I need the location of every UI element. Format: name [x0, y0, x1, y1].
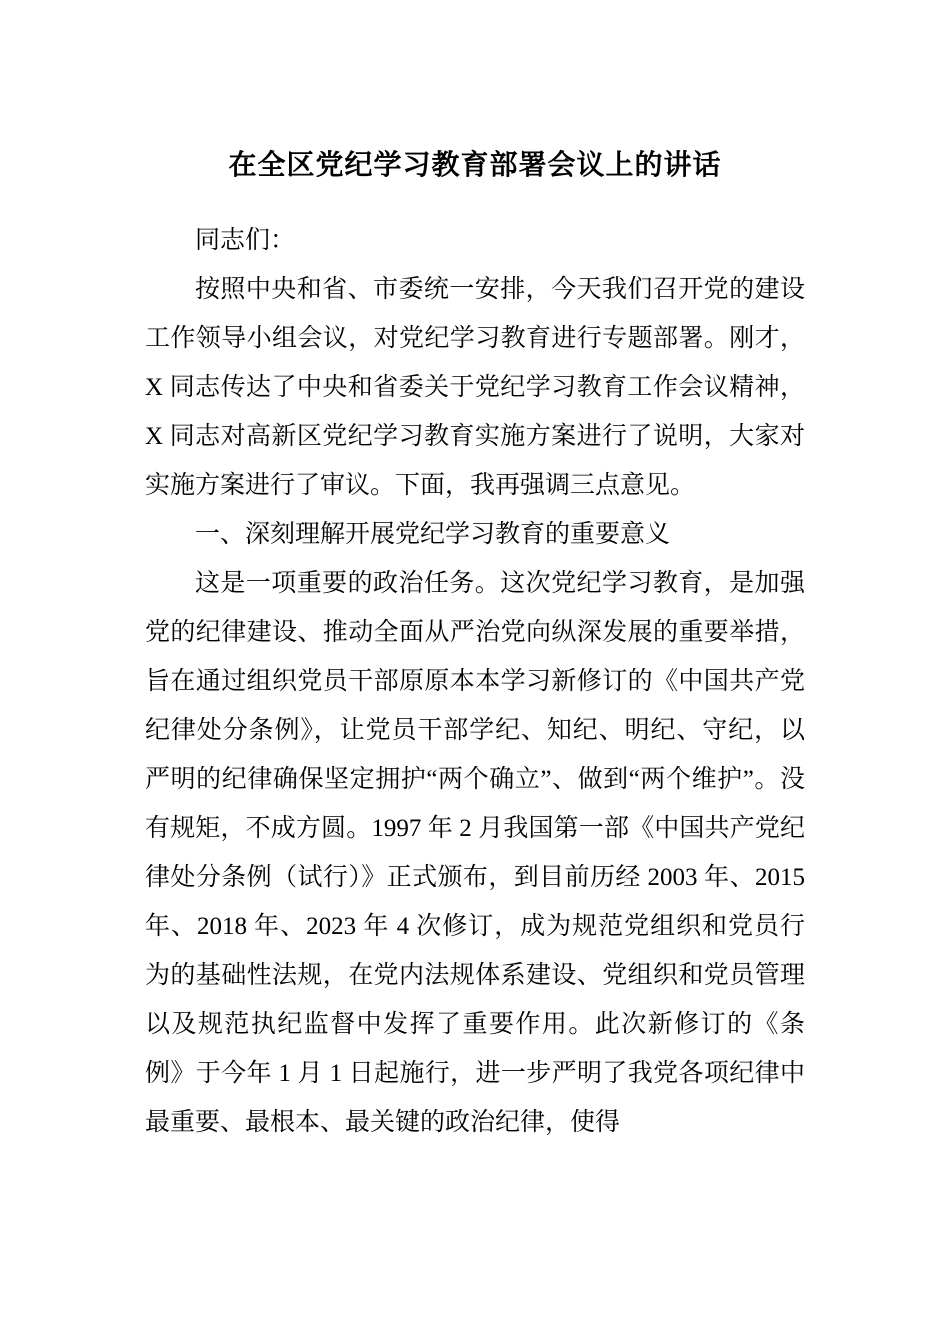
- paragraph-section-1-body: 这是一项重要的政治任务。这次党纪学习教育，是加强党的纪律建设、推动全面从严治党向纵深发展的重要举措，旨在通过组织党员干部原原本本学习新修订的《中国共产党纪律处分条例》，让党员干部学纪、知纪、明纪、守纪，以严明的纪律确保坚定拥护“两个确立”、做到“两个维护”。没有规矩，不成方圆。1997 年 2 月我国第一部《中国共产党纪律处分条例（试行）》正式颁布，到目前历经 2003 年、2015 年、2018 年、2023 年 4 次修订，成为规范党组织和党员行为的基础性法规，在党内法规体系建设、党组织和党员管理以及规范执纪监督中发挥了重要作用。此次新修订的《条例》于今年 1 月 1 日起施行，进一步严明了我党各项纪律中最重要、最根本、最关键的政治纪律，使得: [145, 570, 805, 1136]
- paragraph-intro: 按照中央和省、市委统一安排，今天我们召开党的建设工作领导小组会议，对党纪学习教育进行专题部署。刚才，X 同志传达了中央和省委关于党纪学习教育工作会议精神，X 同志对高新区党纪学习教育实施方案进行了说明，大家对实施方案进行了审议。下面，我再强调三点意见。: [145, 276, 805, 499]
- paragraph-salutation: 同志们：: [195, 227, 296, 254]
- section-heading-1: 一、深刻理解开展党纪学习教育的重要意义: [195, 521, 671, 548]
- document-title: 在全区党纪学习教育部署会议上的讲话: [228, 150, 722, 181]
